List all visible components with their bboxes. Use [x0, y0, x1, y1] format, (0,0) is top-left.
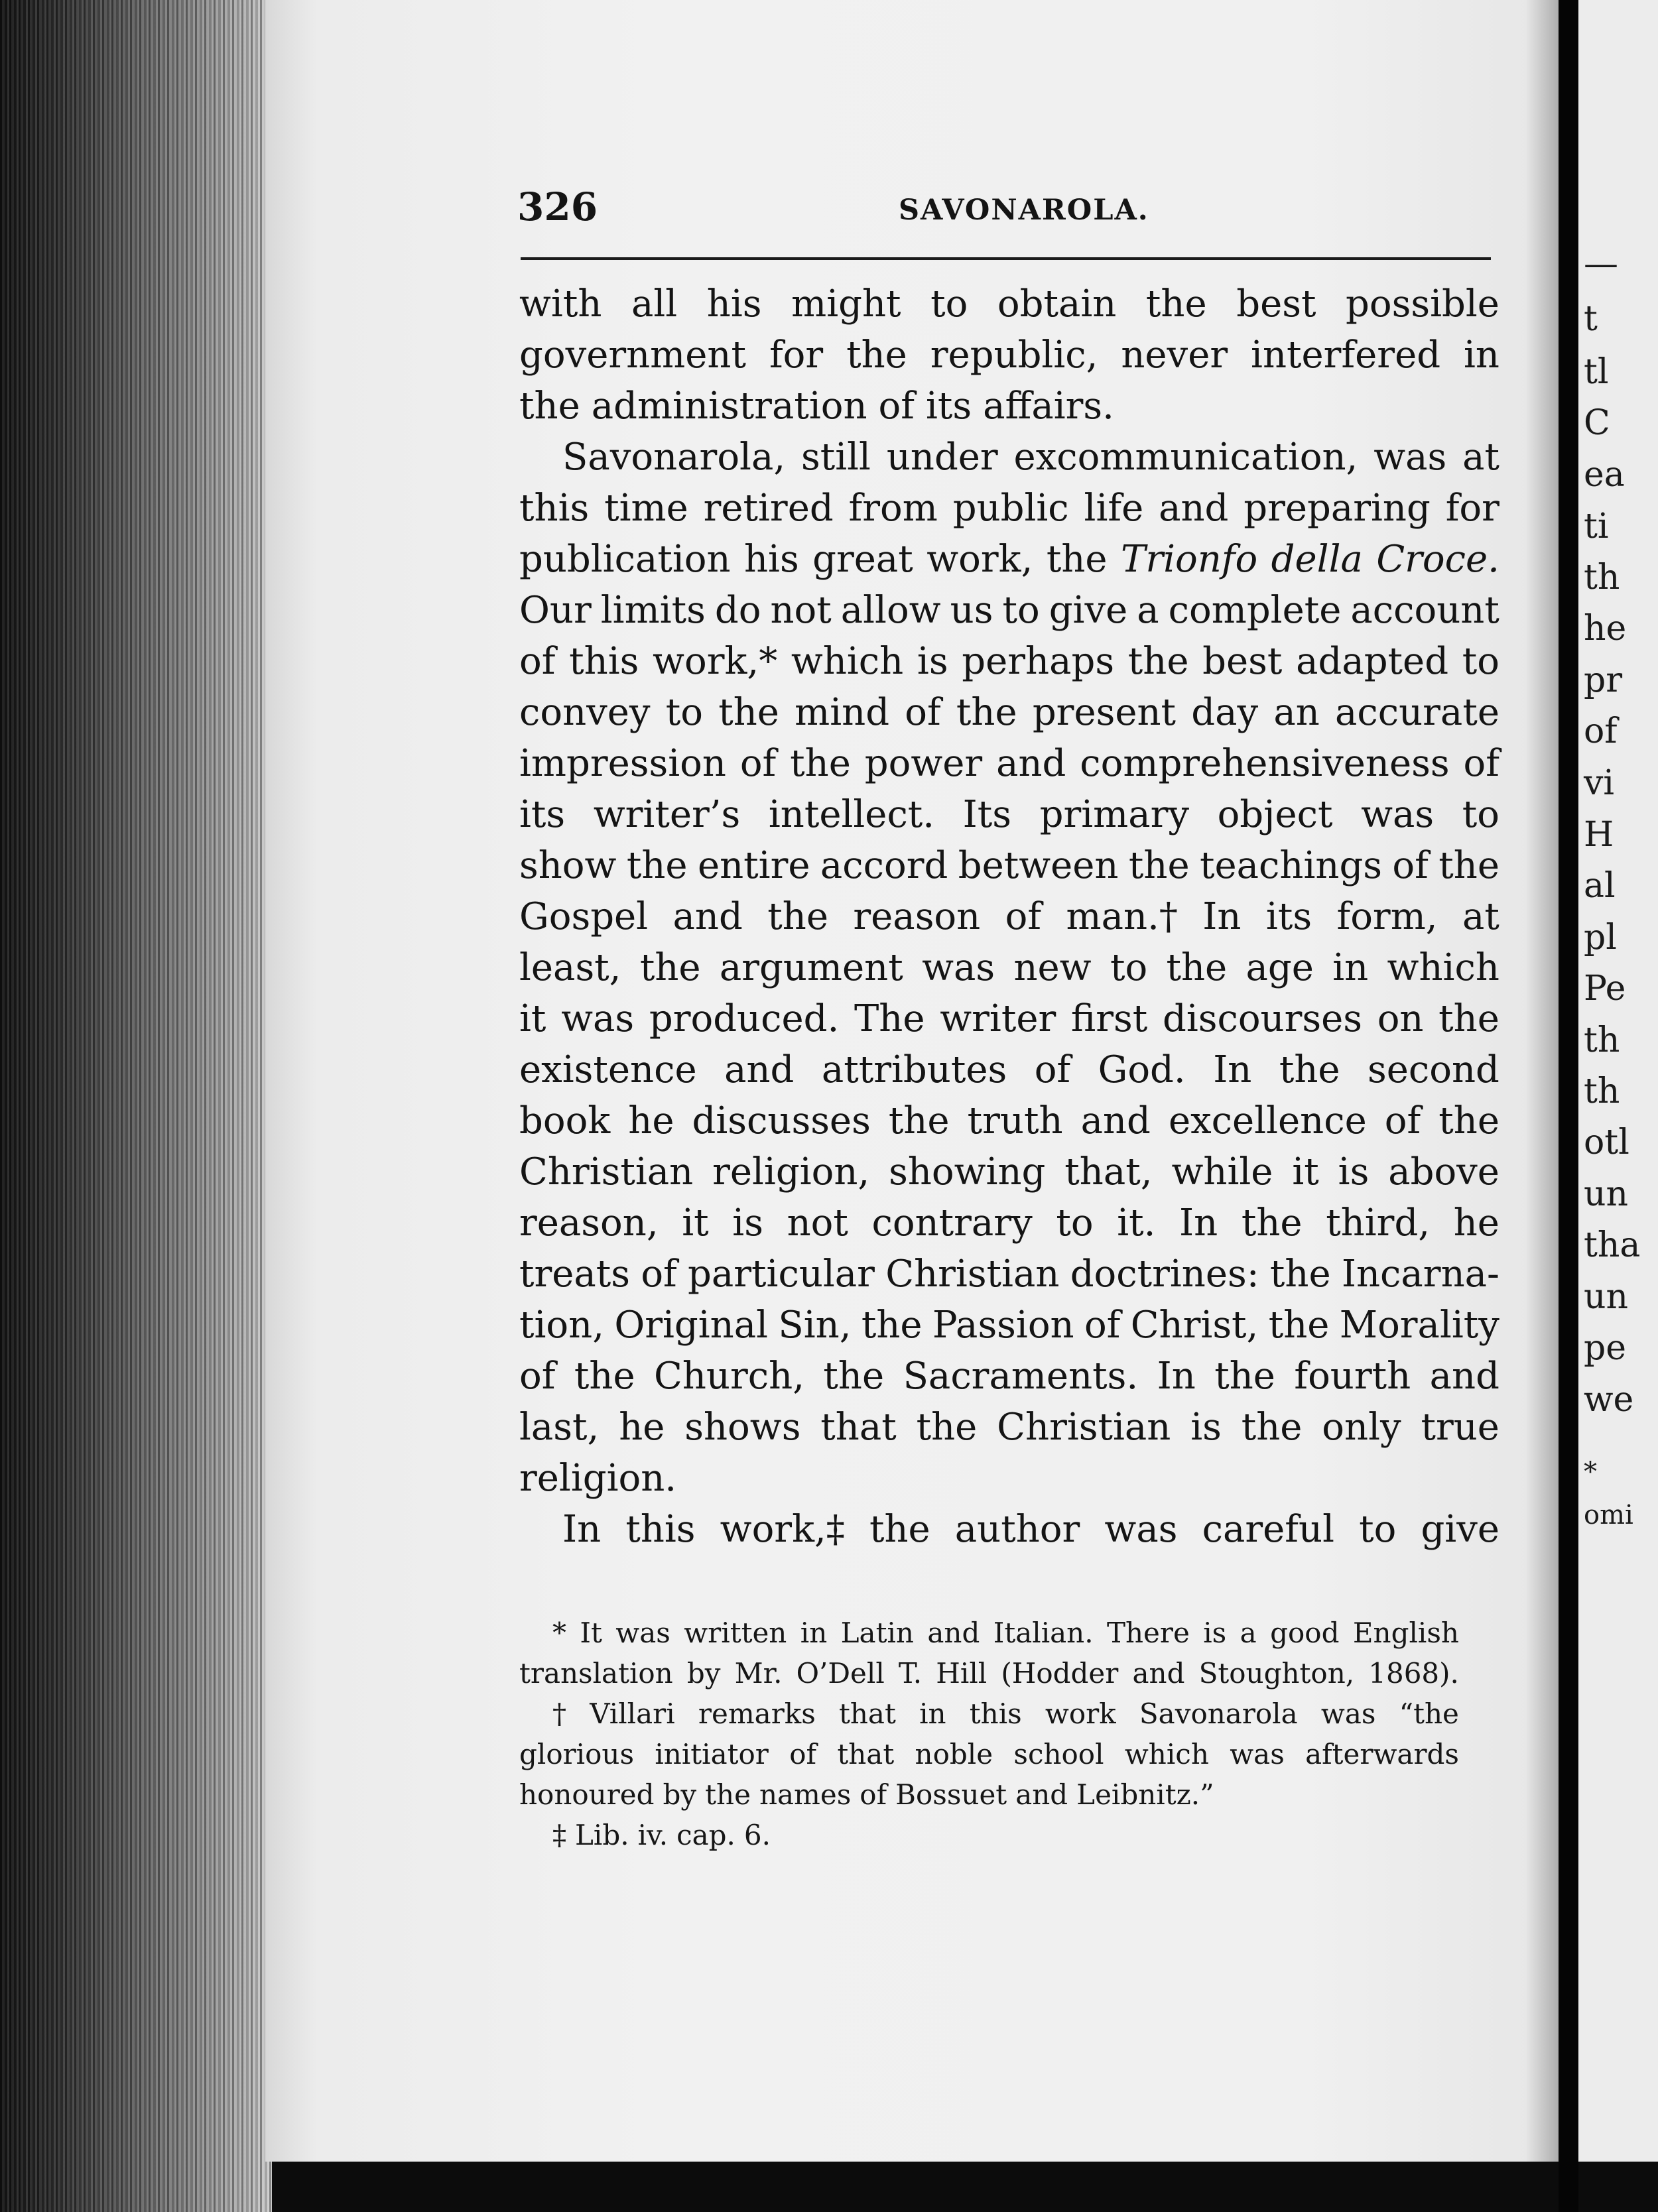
next-page-text: al [1584, 866, 1616, 906]
body-line: Our limits do not allow us to give a complete account [519, 589, 1499, 632]
next-page-text: pe [1584, 1328, 1627, 1368]
body-line: of the Church, the Sacraments. In the fourth and [519, 1355, 1499, 1398]
footnote-line: glorious initiator of that noble school which was afterwards [519, 1738, 1459, 1770]
next-page-text: — [1584, 244, 1618, 284]
next-page-text: otl [1584, 1123, 1629, 1162]
next-page-text: tha [1584, 1225, 1641, 1265]
next-page-text: un [1584, 1277, 1628, 1317]
body-line: with all his might to obtain the best possible [519, 282, 1499, 326]
footnote-line: * It was written in Latin and Italian. There is a good English [552, 1617, 1459, 1649]
next-page-text: pl [1584, 918, 1617, 957]
body-line: of this work,* which is perhaps the best adapted to [519, 640, 1499, 683]
next-page-text: we [1584, 1380, 1634, 1420]
running-title: SAVONAROLA. [899, 194, 1149, 227]
footnotes [519, 1613, 1459, 1855]
next-page-text: Pe [1584, 969, 1626, 1009]
page-edge-stack [0, 0, 272, 2212]
next-page-text: t [1584, 299, 1598, 339]
body-line: book he discusses the truth and excellence of the [519, 1099, 1499, 1142]
body-line: Savonarola, still under excommunication, was at [562, 436, 1499, 479]
next-page-text: omi [1584, 1500, 1633, 1530]
body-line: it was produced. The writer first discourses on the [519, 997, 1499, 1040]
body-line: government for the republic, never interfered in [519, 334, 1499, 377]
next-page-text: vi [1584, 763, 1615, 803]
body-line: convey to the mind of the present day an accurate [519, 691, 1499, 734]
body-line: reason, it is not contrary to it. In the third, he [519, 1201, 1499, 1245]
body-line: impression of the power and comprehensiveness of [519, 742, 1499, 785]
body-line: In this work,‡ the author was careful to give [562, 1508, 1499, 1551]
next-page-text: H [1584, 815, 1614, 855]
header-rule [521, 257, 1491, 260]
next-page-text: un [1584, 1174, 1628, 1214]
footnote-line: † Villari remarks that in this work Savonarola was “the [552, 1697, 1459, 1730]
next-page-text: of [1584, 711, 1618, 751]
next-page-text: tl [1584, 352, 1609, 392]
next-page-text: C [1584, 403, 1610, 443]
body-line: Gospel and the reason of man.† In its form, at [519, 895, 1499, 938]
body-line: least, the argument was new to the age in which [519, 946, 1499, 989]
body-line: the administration of its affairs. [519, 385, 1114, 428]
body-line: religion. [519, 1457, 677, 1500]
book-gutter [1559, 0, 1578, 2212]
body-line: this time retired from public life and preparing for [519, 487, 1499, 530]
page-number: 326 [517, 184, 598, 229]
body-line: last, he shows that the Christian is the only true [519, 1406, 1499, 1449]
next-page-fragment [1578, 0, 1658, 2162]
footnote-line: honoured by the names of Bossuet and Leibnitz.” [519, 1778, 1214, 1811]
body-line: publication his great work, the Trionfo della Croce. [519, 538, 1499, 581]
footnote-line: ‡ Lib. iv. cap. 6. [552, 1819, 771, 1851]
body-line: existence and attributes of God. In the second [519, 1048, 1499, 1091]
next-page-text: ea [1584, 455, 1625, 495]
body-line: Christian religion, showing that, while it is above [519, 1150, 1499, 1194]
body-line: show the entire accord between the teachings of the [519, 844, 1499, 887]
body-line: its writer’s intellect. Its primary object was to [519, 793, 1499, 836]
running-head [517, 184, 1499, 237]
next-page-text: th [1584, 1020, 1620, 1060]
next-page-text: ti [1584, 507, 1609, 546]
next-page-text: th [1584, 1072, 1620, 1111]
body-line: tion, Original Sin, the Passion of Christ, the Morality [519, 1304, 1499, 1347]
footnote-line: translation by Mr. O’Dell T. Hill (Hodder and Stoughton, 1868). [519, 1657, 1459, 1690]
body-text [519, 278, 1499, 1555]
next-page-text: pr [1584, 660, 1623, 700]
next-page-text: * [1584, 1457, 1597, 1487]
next-page-text: th [1584, 558, 1620, 597]
next-page-text: he [1584, 609, 1627, 648]
body-line: treats of particular Christian doctrines: the Incarna- [519, 1253, 1499, 1296]
